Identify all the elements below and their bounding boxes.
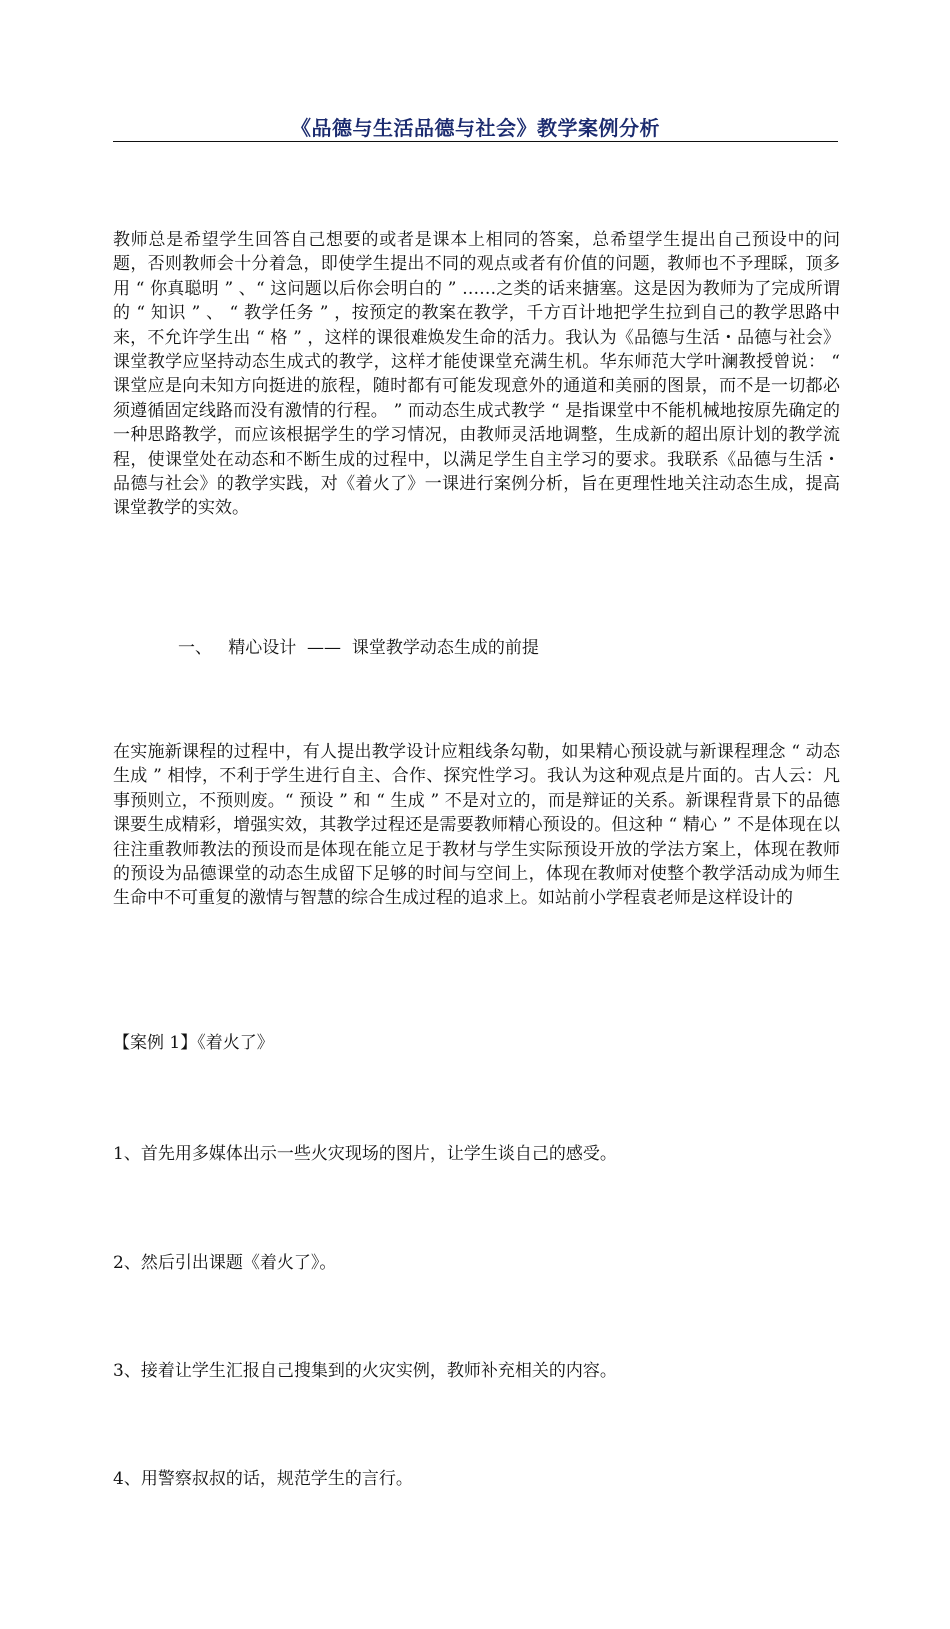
case-step: 3、接着让学生汇报自己搜集到的火灾实例，教师补充相关的内容。 [113,1361,617,1381]
case-step: 1、首先用多媒体出示一些火灾现场的图片，让学生谈自己的感受。 [113,1144,617,1164]
title-underline [113,141,838,142]
section-heading: 一、 精心设计 —— 课堂教学动态生成的前提 [178,638,539,658]
case-title: 【案例 1】《着火了》 [113,1033,274,1053]
section-paragraph: 在实施新课程的过程中，有人提出教学设计应粗线条勾勒，如果精心预设就与新课程理念 “ 动态生成 ” 相悖，不利于学生进行自主、合作、探究性学习。我认为这种观点是片面的。古人云：凡事预则立，不预则废。“ 预设 ” 和 “ 生成 ” 不是对立的，而是辩证的关系。新课程背景下的品德课要生成精彩，增强实效，其教学过程还是需要教师精心预设的。但这种 “ 精心 ” 不是体现在以往注重教师教法的预设而是体现在能立足于教材与学生实际预设开放的学法方案上，体现在教师的预设为品德课堂的动态生成留下足够的时间与空间上，体现在教师对使整个教学活动成为师生生命中不可重复的激情与智慧的综合生成过程的追求上。如站前小学程袁老师是这样设计的 [113,742,840,909]
intro-paragraph: 教师总是希望学生回答自己想要的或者是课本上相同的答案，总希望学生提出自己预设中的问题，否则教师会十分着急，即使学生提出不同的观点或者有价值的问题，教师也不予理睬，顶多用 “ 你真聪明 ” 、“ 这问题以后你会明白的 ” ……之类的话来搪塞。这是因为教师为了完成所谓的 “ 知识 ” 、 “ 教学任务 ” ，按预定的教案在教学，千方百计地把学生拉到自己的教学思路中来，不允许学生出 “ 格 ” ，这样的课很难焕发生命的活力。我认为《品德与生活・品德与社会》课堂教学应坚持动态生成式的教学，这样才能使课堂充满生机。华东师范大学叶澜教授曾说： “ 课堂应是向未知方向挺进的旅程，随时都有可能发现意外的通道和美丽的图景，而不是一切都必须遵循固定线路而没有激情的行程。 ” 而动态生成式教学 “ 是指课堂中不能机械地按原先确定的一种思路教学，而应该根据学生的学习情况，由教师灵活地调整，生成新的超出原计划的教学流程，使课堂处在动态和不断生成的过程中，以满足学生自主学习的要求。我联系《品德与生活・品德与社会》的教学实践，对《着火了》一课进行案例分析，旨在更理性地关注动态生成，提高课堂教学的实效。 [113,230,840,519]
case-step: 4、用警察叔叔的话，规范学生的言行。 [113,1469,413,1489]
case-step: 2、然后引出课题《着火了》。 [113,1253,337,1273]
document-title: 《品德与生活品德与社会》教学案例分析 [291,116,660,140]
